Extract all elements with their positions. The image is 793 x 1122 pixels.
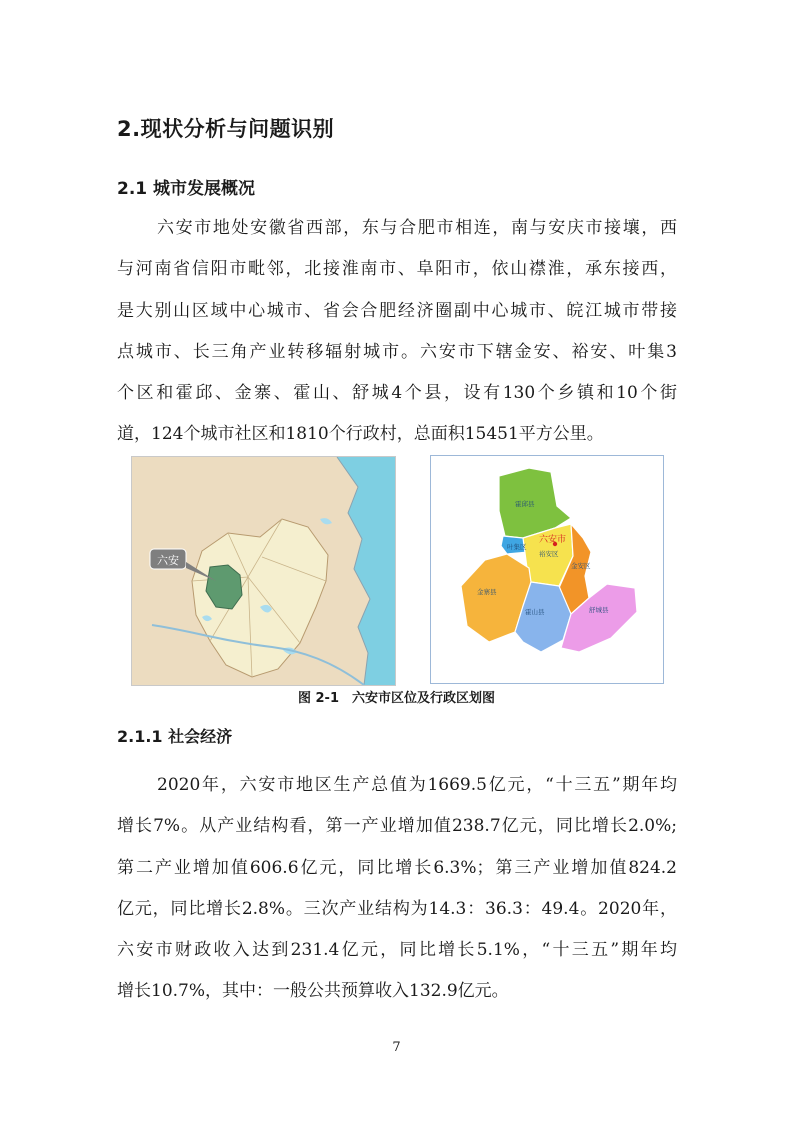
paragraph-line: 亿元，同比增长2.8%。三次产业结构为14.3：36.3：49.4。2020年， xyxy=(117,898,677,919)
paragraph-line: 是大别山区域中心城市、省会合肥经济圈副中心城市、皖江城市带接 xyxy=(117,300,677,321)
paragraph-line: 与河南省信阳市毗邻，北接淮南市、阜阳市，依山襟淮，承东接西， xyxy=(117,259,677,280)
paragraph-line: 个区和霍邱、金寨、霍山、舒城4个县，设有130个乡镇和10个街 xyxy=(117,383,677,404)
subsubsection-heading: 2.1.1 社会经济 xyxy=(117,727,233,746)
page-number: 7 xyxy=(392,1040,401,1055)
paragraph-line: 增长10.7%，其中：一般公共预算收入132.9亿元。 xyxy=(117,981,509,1002)
paragraph-line: 第二产业增加值606.6亿元，同比增长6.3%；第三产业增加值824.2 xyxy=(117,857,677,878)
paragraph-line: 点城市、长三角产业转移辐射城市。六安市下辖金安、裕安、叶集3 xyxy=(117,341,677,362)
paragraph-line: 六安市财政收入达到231.4亿元，同比增长5.1%，“十三五”期年均 xyxy=(117,940,677,961)
paragraph-line: 道，124个城市社区和1810个行政村，总面积15451平方公里。 xyxy=(117,424,604,445)
location-map xyxy=(131,456,396,686)
district-map xyxy=(430,455,664,684)
callout-label: 六安 xyxy=(157,554,179,567)
district-label: 霍邱县 xyxy=(515,500,535,508)
subsection-heading: 2.1 城市发展概况 xyxy=(117,179,256,199)
section-heading: 2.现状分析与问题识别 xyxy=(117,117,335,141)
city-label: 六安市 xyxy=(539,535,567,545)
overview-paragraph xyxy=(117,208,677,456)
location-map-graphic xyxy=(132,457,395,685)
district-label: 舒城县 xyxy=(589,606,609,614)
economy-paragraph xyxy=(117,765,677,1013)
district-label: 霍山县 xyxy=(525,608,545,616)
paragraph-line: 增长7%。从产业结构看，第一产业增加值238.7亿元，同比增长2.0%; xyxy=(117,816,677,837)
district-map-graphic xyxy=(431,456,663,683)
district-label: 叶集区 xyxy=(507,543,527,551)
figure-caption: 图 2-1 六安市区位及行政区划图 xyxy=(297,691,495,706)
paragraph-line: 六安市地处安徽省西部，东与合肥市相连，南与安庆市接壤，西 xyxy=(157,218,677,238)
district-label: 金安区 xyxy=(571,562,591,570)
district-label: 裕安区 xyxy=(539,550,559,558)
paragraph-line: 2020年，六安市地区生产总值为1669.5亿元，“十三五”期年均 xyxy=(157,775,677,795)
district-label: 金寨县 xyxy=(477,588,497,596)
